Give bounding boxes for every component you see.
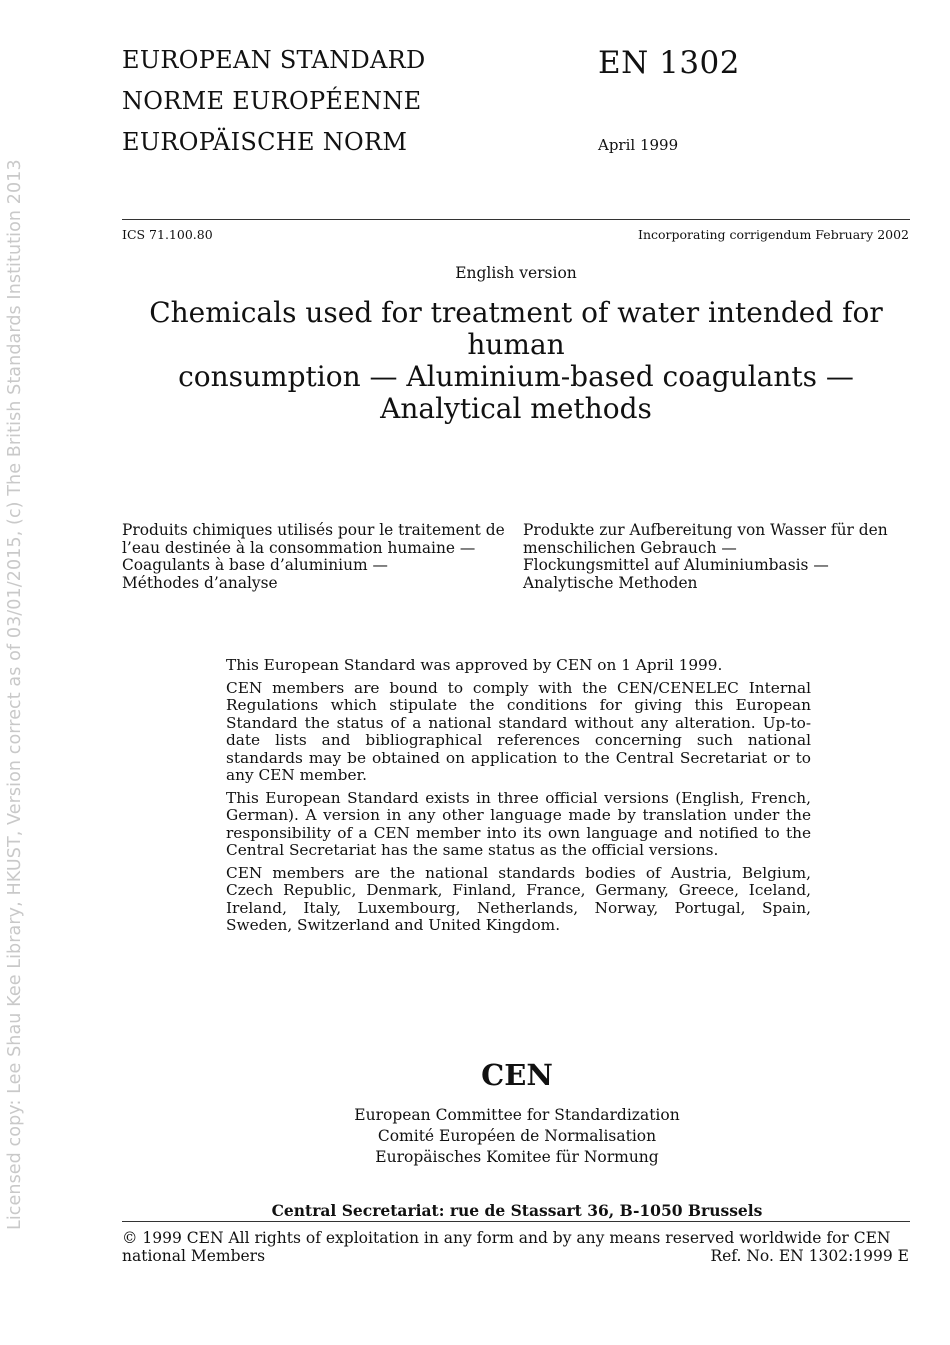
corrigendum-note: Incorporating corrigendum February 2002 bbox=[638, 227, 909, 242]
language-version: English version bbox=[455, 264, 577, 282]
ics-code: ICS 71.100.80 bbox=[122, 227, 213, 242]
heading-french: NORME EUROPÉENNE bbox=[122, 87, 422, 115]
cen-full-names bbox=[0, 1105, 950, 1168]
license-watermark: Licensed copy: Lee Shau Kee Library, HKUST, Version correct as of 03/01/2015, (c) The British Standards Institution 2013 bbox=[5, 159, 25, 1230]
approval-paragraph: CEN members are bound to comply with the CEN/CENELEC Internal Regulations which stipulate the conditions for giving this European Standard the status of a national standard without any alteration. Up-to-date lists and bibliographical references concerning such national standards may be obtained on application to the Central Secretariat or to any CEN member. bbox=[226, 678, 811, 784]
french-title-line: Coagulants à base d’aluminium — bbox=[122, 556, 388, 575]
french-title-line: Produits chimiques utilisés pour le traitement de bbox=[122, 521, 505, 539]
standard-type-heading bbox=[122, 40, 426, 163]
publication-date: April 1999 bbox=[598, 136, 679, 154]
heading-german: EUROPÄISCHE NORM bbox=[122, 128, 408, 156]
header-rule bbox=[122, 219, 910, 220]
approval-paragraph: CEN members are the national standards bodies of Austria, Belgium, Czech Republic, Denmark, Finland, France, Germany, Greece, Iceland, Ireland, Italy, Luxembourg, Netherlands, Norway, Portugal, Spain, Sweden, Switzerland and United Kingdom. bbox=[226, 863, 811, 934]
cen-logo-text: CEN bbox=[481, 1058, 553, 1092]
reference-number: Ref. No. EN 1302:1999 E bbox=[710, 1247, 909, 1265]
heading-english: EUROPEAN STANDARD bbox=[122, 46, 426, 74]
german-title-line: Produkte zur Aufbereitung von Wasser für den bbox=[523, 521, 888, 539]
title-line: Analytical methods bbox=[380, 392, 652, 425]
french-title-line: Méthodes d’analyse bbox=[122, 573, 278, 592]
footer-rule bbox=[122, 1221, 910, 1222]
title-line: consumption — Aluminium-based coagulants — bbox=[178, 360, 854, 393]
german-title-line: menschilichen Gebrauch — bbox=[523, 538, 737, 557]
approval-statement bbox=[226, 657, 811, 940]
french-title bbox=[122, 521, 505, 592]
german-title bbox=[523, 522, 901, 592]
cen-name-german: Europäisches Komitee für Normung bbox=[375, 1148, 659, 1166]
approval-paragraph: This European Standard exists in three official versions (English, French, German). A version in any other language made by translation under the responsibility of a CEN member into its own language and notified to the Central Secretariat has the same status as the official versions. bbox=[226, 788, 811, 859]
title-line: Chemicals used for treatment of water intended for human bbox=[149, 296, 883, 361]
central-secretariat-address: Central Secretariat: rue de Stassart 36, B-1050 Brussels bbox=[271, 1201, 763, 1220]
copyright-notice: © 1999 CEN All rights of exploitation in any form and by any means reserved worldwide for CEN national Members bbox=[122, 1229, 891, 1265]
german-title-line: Analytische Methoden bbox=[523, 573, 698, 592]
german-title-line: Flockungsmittel auf Aluminiumbasis — bbox=[523, 556, 829, 575]
document-title bbox=[110, 297, 922, 425]
cen-name-english: European Committee for Standardization bbox=[354, 1106, 680, 1124]
standard-number: EN 1302 bbox=[598, 45, 741, 81]
cen-name-french: Comité Européen de Normalisation bbox=[377, 1127, 657, 1145]
french-title-line: l’eau destinée à la consommation humaine — bbox=[122, 538, 476, 557]
approval-paragraph: This European Standard was approved by CEN on 1 April 1999. bbox=[226, 656, 723, 674]
